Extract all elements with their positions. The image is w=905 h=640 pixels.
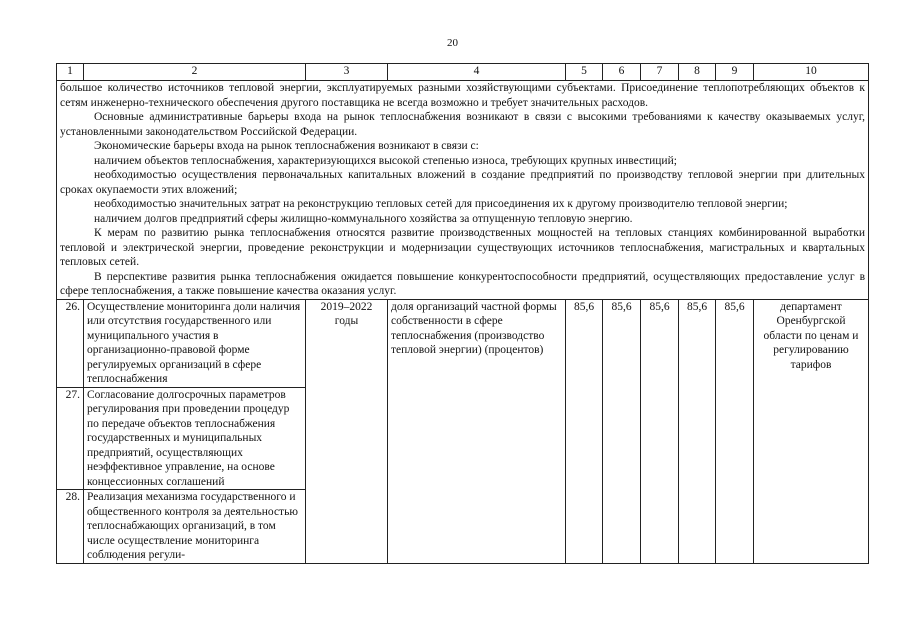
value-col-8 xyxy=(679,299,716,563)
indicator-text: доля организаций частной формы собственности в сфере теплоснабжения (производство тепловой энергии) (процентов) xyxy=(391,300,557,356)
measure-cell: Реализация механизма государственного и общественного контроля за деятельностью теплоснабжающих организаций, в том числе осуществление мониторинга соблюдения регули- xyxy=(84,490,306,564)
value-text: 85,6 xyxy=(686,300,708,313)
page-number: 20 xyxy=(447,37,458,49)
header-col-10: 10 xyxy=(754,64,869,81)
header-col-9: 9 xyxy=(716,64,754,81)
paragraph: необходимостью значительных затрат на реконструкцию тепловых сетей для присоединения их к другому производителю тепловой энергии; xyxy=(94,198,788,210)
row-number: 26. xyxy=(57,299,84,387)
row-number: 27. xyxy=(57,387,84,490)
measure-cell: Осуществление мониторинга доли наличия или отсутствия государственного или муниципального участия в организационно-правовой форме регулируемых организаций в сфере теплоснабжения xyxy=(84,299,306,387)
measure-cell: Согласование долгосрочных параметров регулирования при проведении процедур по передаче объектов теплоснабжения государственных и муниципальных предприятий, осуществляющих неэффективное управление, на основе концессионных соглашений xyxy=(84,387,306,490)
header-col-6: 6 xyxy=(603,64,641,81)
value-text: 85,6 xyxy=(611,300,632,313)
paragraph: наличием долгов предприятий сферы жилищно-коммунального хозяйства за отпущенную тепловую энергию. xyxy=(94,212,633,225)
responsible-cell xyxy=(754,299,869,563)
paragraph: наличием объектов теплоснабжения, характеризующихся высокой степенью износа, требующих крупных инвестиций; xyxy=(94,154,677,167)
header-col-5: 5 xyxy=(566,64,603,81)
value-text: 85,6 xyxy=(724,300,745,313)
indicator-cell xyxy=(388,299,566,563)
header-col-2: 2 xyxy=(84,64,306,81)
table-row xyxy=(57,299,869,387)
value-col-7 xyxy=(641,299,679,563)
paragraph: Экономические барьеры входа на рынок теплоснабжения возникают в связи с: xyxy=(94,140,479,152)
period-cell xyxy=(306,299,388,563)
value-text: 85,6 xyxy=(573,300,595,313)
header-col-1: 1 xyxy=(57,64,84,81)
responsible-text: департамент Оренбургской области по ценам и регулированию тарифов xyxy=(763,300,859,371)
text-block xyxy=(57,81,869,300)
row-number: 28. xyxy=(57,490,84,564)
measures-table xyxy=(56,63,869,564)
paragraph: Основные административные барьеры входа на рынок теплоснабжения возникают в связи с высокими требованиями к качеству оказываемых услуг, установленными законодательством Российской Федерации. xyxy=(60,111,865,138)
period-text: 2019–2022 годы xyxy=(320,300,373,327)
header-col-4: 4 xyxy=(388,64,566,81)
header-col-8: 8 xyxy=(679,64,716,81)
value-text: 85,6 xyxy=(649,300,670,313)
value-col-6 xyxy=(603,299,641,563)
paragraph: К мерам по развитию рынка теплоснабжения относятся развитие производственных мощностей на тепловых станциях комбинированной выработки тепловой и электрической энергии, проведение реконструкции и модернизации существующих источников теплоснабжения, магистральных и квартальных тепловых сетей. xyxy=(60,227,865,268)
value-col-5 xyxy=(566,299,603,563)
value-col-9 xyxy=(716,299,754,563)
header-col-3: 3 xyxy=(306,64,388,81)
paragraph: необходимостью осуществления первоначальных капитальных вложений в создание предприятий по производству тепловой энергии при длительных сроках окупаемости этих вложений; xyxy=(60,169,865,196)
paragraph: большое количество источников тепловой энергии, эксплуатируемых разными хозяйствующими субъектами. Присоединение теплопотребляющих объектов к сетям инженерно-технического обеспечения другого поставщика не всегда возможно и требует значительных расходов. xyxy=(60,82,865,109)
paragraph: В перспективе развития рынка теплоснабжения ожидается повышение конкурентоспособности предприятий, осуществляющих предоставление услуг в сфере теплоснабжения, а также повышение качества оказания услуг. xyxy=(60,270,865,297)
header-col-7: 7 xyxy=(641,64,679,81)
header-row xyxy=(57,64,869,81)
text-block-row xyxy=(57,81,869,300)
